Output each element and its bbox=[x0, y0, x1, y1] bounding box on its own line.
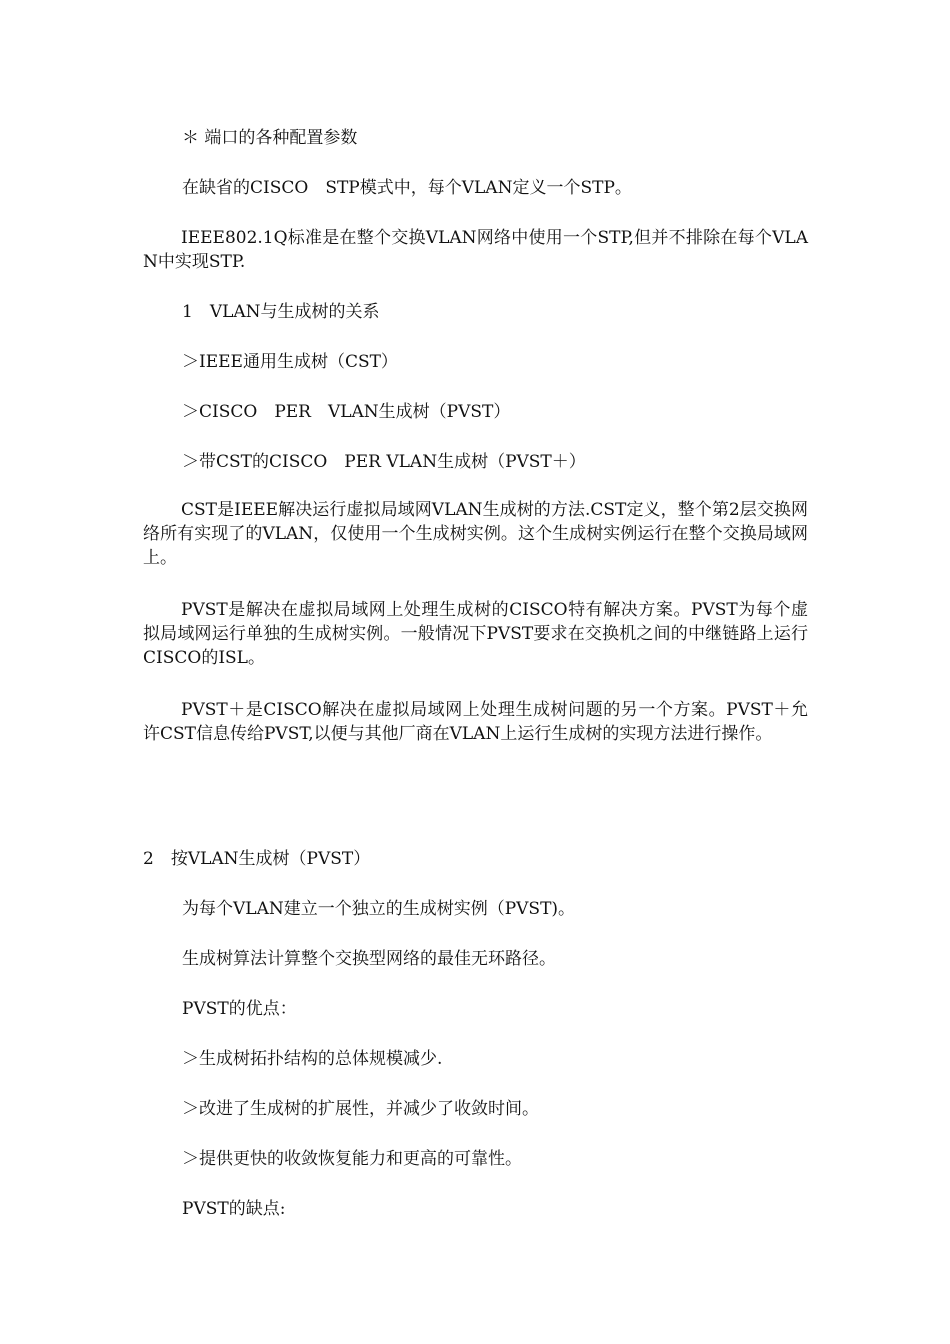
section-1-heading: 1 VLAN与生成树的关系 bbox=[182, 302, 380, 322]
pvst-plus-paragraph: PVST＋是CISCO解决在虚拟局域网上处理生成树问题的另一个方案。PVST＋允许CST信息传给PVST,以便与其他厂商在VLAN上运行生成树的实现方法进行操作。 bbox=[143, 700, 808, 744]
pvst-plus-list-item: ＞带CST的CISCO PER VLAN生成树（PVST＋） bbox=[182, 452, 586, 472]
section-2-heading: 2 按VLAN生成树（PVST） bbox=[143, 849, 371, 869]
advantage-item-1: ＞生成树拓扑结构的总体规模减少. bbox=[182, 1049, 443, 1069]
advantage-item-2: ＞改进了生成树的扩展性，并减少了收敛时间。 bbox=[182, 1099, 539, 1119]
cst-paragraph: CST是IEEE解决运行虚拟局域网VLAN生成树的方法.CST定义，整个第2层交换网络所有实现了的VLAN，仅使用一个生成树实例。这个生成树实例运行在整个交换局域网上。 bbox=[143, 500, 808, 568]
pvst-list-item: ＞CISCO PER VLAN生成树（PVST） bbox=[182, 402, 511, 422]
advantage-item-3: ＞提供更快的收敛恢复能力和更高的可靠性。 bbox=[182, 1149, 522, 1169]
stp-algorithm-line: 生成树算法计算整个交换型网络的最佳无环路径。 bbox=[182, 949, 556, 969]
pvst-instance-line: 为每个VLAN建立一个独立的生成树实例（PVST)。 bbox=[182, 899, 576, 919]
pvst-disadvantages-heading: PVST的缺点: bbox=[182, 1199, 286, 1219]
config-params-line: ＊ 端口的各种配置参数 bbox=[182, 128, 358, 148]
cst-list-item: ＞IEEE通用生成树（CST） bbox=[182, 352, 398, 372]
ieee-8021q-paragraph: IEEE802.1Q标准是在整个交换VLAN网络中使用一个STP,但并不排除在每个VLAN中实现STP. bbox=[143, 228, 808, 272]
pvst-paragraph: PVST是解决在虚拟局域网上处理生成树的CISCO特有解决方案。PVST为每个虚拟局域网运行单独的生成树实例。一般情况下PVST要求在交换机之间的中继链路上运行CISCO的ISL。 bbox=[143, 600, 808, 668]
pvst-advantages-heading: PVST的优点： bbox=[182, 999, 297, 1019]
default-stp-line: 在缺省的CISCO STP模式中，每个VLAN定义一个STP。 bbox=[182, 178, 632, 198]
